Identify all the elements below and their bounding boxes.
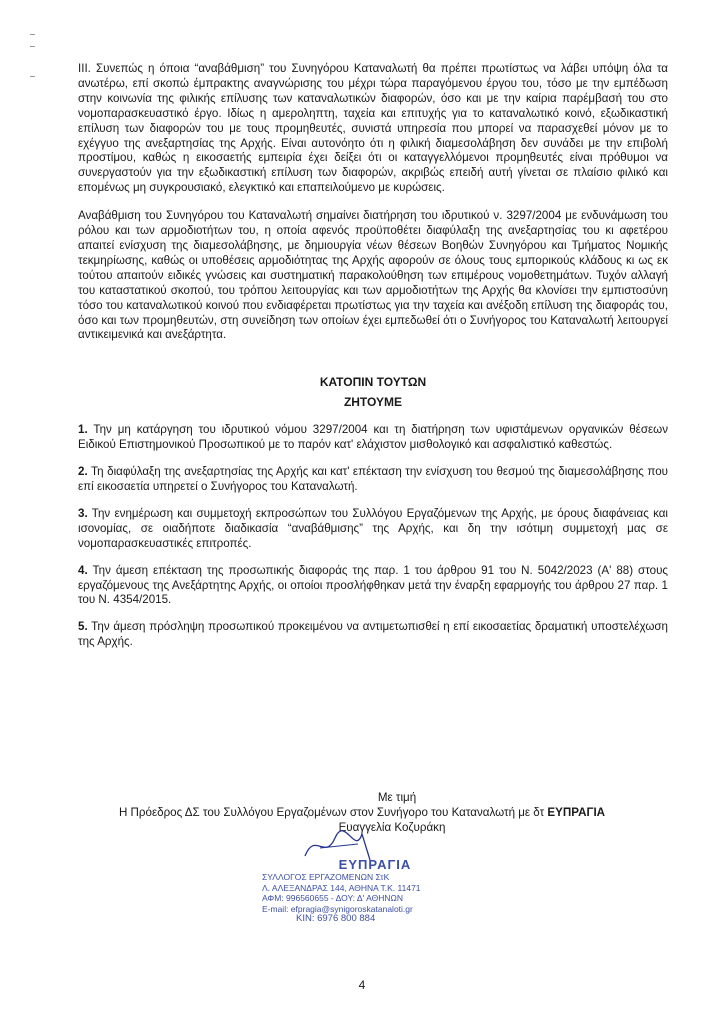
demands-list (78, 423, 668, 650)
paragraph-upgrade: Αναβάθμιση του Συνηγόρου του Καταναλωτή σημαίνει διατήρηση του ιδρυτικού ν. 3297/2004 με ενδυνάμωση του ρόλου και των αρμοδιοτήτων του, η οποία αφενός προϋποθέτει διαφύλαξη της ανεξαρτησίας του κι αφετέρου απαιτεί ενίσχυση της διαμεσολάβησης, με δημιουργία νέων θέσεων Βοηθών Συνηγόρου και Τμήματος Νομικής τεκμηρίωσης, καθώς οι υποθέσεις αρμοδιότητας της Αρχής αφορούν σε όλους τους εμπορικούς κλάδους κι ως εκ τούτου απαιτούν ειδικές γνώσεις και συστηματική παρακολούθηση των επιμέρους νομοθετημάτων. Τυχόν αλλαγή του καταστατικού σκοπού, του τρόπου λειτουργίας και των αρμοδιοτήτων της Αρχής θα κλονίσει την εμπιστοσύνη τόσο του καταναλωτικού κοινού που ενδιαφέρεται πρωτίστως για την ταχεία και ανέξοδη επίλυση της διαφοράς του, όσο και των προμηθευτών, στη συνείδηση των οποίων έχει εμπεδωθεί ότι ο Συνήγορος του Καταναλωτή λειτουργεί αντικειμενικά και ανεξάρτητα. (78, 209, 668, 342)
stamp-line: ΚΙΝ: 6976 800 884 (296, 913, 376, 924)
demand-text: Την άμεση πρόσληψη προσωπικού προκειμένου να αντιμετωπισθεί η επί εικοσαετίας δραματική υποστελέχωση της Αρχής. (78, 620, 668, 649)
body-text (78, 62, 668, 650)
demand-number: 5. (78, 620, 88, 634)
paragraph-iii: III. Συνεπώς η όποια “αναβάθμιση” του Συνηγόρου Καταναλωτή θα πρέπει πρωτίστως να λάβει υπόψη όλα τα ανωτέρω, επί σκοπώ έμπρακτης αναγνώρισης του μέχρι τώρα παραγόμενου έργου του, τόσο με την εμπέδωση στην κοινωνία της φιλικής επίλυσης των καταναλωτικών διαφορών, όσο και με την καίρια παρέμβασή του στο νομοπαρασκευαστικό έργο. Ιδίως η αμεροληπτη, ταχεία και επιτυχής για το καταναλωτικό κοινό, εξωδικαστική επίλυση των διαφορών του με τους προμηθευτές, συνιστά υπηρεσία που μπορεί να παρασχεθεί μόνον με το εχέγγυο της ανεξαρτησίας της Αρχής. Είναι αυτονόητο ότι η φιλική διαμεσολάβηση δεν συνάδει με την επιβολή προστίμου, καθώς η εικοσαετής εμπειρία έχει δείξει ότι οι καταγγελλόμενοι προμηθευτές είναι πρόθυμοι να συνεργαστούν για την εξωδικαστική επίλυση των διαφορών, ακριβώς επειδή αυτή γίνεται σε πλαίσιο φιλικό και επομένως μη συγκρουσιακό, ελεγκτικό και επαπειλούμενο με κυρώσεις. (78, 62, 668, 195)
demand-text: Την μη κατάργηση του ιδρυτικού νόμου 3297/2004 και τη διατήρηση των υφιστάμενων οργανικών θέσεων Ειδικού Επιστημονικού Προσωπικού με το παρόν κατ' ελάχιστον μισθολογικό και ασφαλιστικό καθεστώς. (78, 423, 668, 452)
demand-text: Την ενημέρωση και συμμετοχή εκπροσώπων του Συλλόγου Εργαζόμενων της Αρχής, με όρους διαφάνειας και ισονομίας, σε οιαδήποτε διαδικασία “αναβάθμισης” της Αρχής, και δη την ισότιμη συμμετοχή μας σε νομοπαρασκευαστικές επιτροπές. (78, 506, 668, 550)
margin-mark (30, 46, 35, 47)
stamp-line: ΣΥΛΛΟΓΟΣ ΕΡΓΑΖΟΜΕΝΩΝ ΣτΚ (262, 872, 390, 882)
margin-mark (30, 76, 35, 77)
demand-item (78, 423, 668, 453)
heading-katopin: ΚΑΤΟΠΙΝ ΤΟΥΤΩΝ (319, 375, 427, 390)
demand-item (78, 507, 668, 552)
demand-text: Την άμεση επέκταση της προσωπικής διαφοράς της παρ. 1 του άρθρου 91 του Ν. 5042/2023 (Α' 88) στους εργαζόμενους της Ανεξάρτητης Αρχής, οι οποίοι προσλήφθηκαν μετά την έναρξη εφαρμογής του άρθρου 27 παρ. 1 του Ν. 4354/2015. (78, 563, 668, 607)
heading-zitoume: ΖΗΤΟΥΜΕ (343, 395, 403, 410)
demand-item (78, 465, 668, 495)
demand-number: 1. (78, 423, 88, 437)
stamp-line: ΑΦΜ: 996560655 - ΔΟΥ: Δ' ΑΘΗΝΩΝ (262, 893, 403, 903)
page-number: 4 (358, 978, 366, 992)
stamp-line: E-mail: efpragia@synigoroskatanaloti.gr (262, 903, 413, 914)
stamp-line: Λ. ΑΛΕΞΑΝΔΡΑΣ 144, ΑΘΗΝΑ Τ.Κ. 11471 (262, 882, 421, 893)
demand-number: 4. (78, 563, 88, 577)
signer-title (0, 805, 724, 820)
stamp-brand: ΕΥΠΡΑΓΙΑ (338, 857, 412, 872)
closing-text: Με τιμή (377, 791, 417, 804)
organization-stamp (262, 858, 488, 958)
demand-text: Τη διαφύλαξη της ανεξαρτησίας της Αρχής και κατ' επέκταση την ενίσχυση του θεσμού της διαμεσολάβησης που επί εικοσαετία υπηρετεί ο Συνήγορος του Καταναλωτή. (78, 465, 668, 494)
signer-org: ΕΥΠΡΑΓΙΑ (547, 806, 606, 819)
demand-item (78, 620, 668, 650)
demand-number: 3. (78, 506, 88, 520)
margin-mark (30, 34, 35, 35)
signer-name: Ευαγγελία Κοζυράκη (338, 821, 446, 834)
demand-number: 2. (78, 465, 88, 479)
demand-item (78, 564, 668, 609)
signer-title-text: Η Πρόεδρος ΔΣ του Συλλόγου Εργαζομένων στον Συνήγορο του Καταναλωτή με δτ (118, 806, 548, 819)
